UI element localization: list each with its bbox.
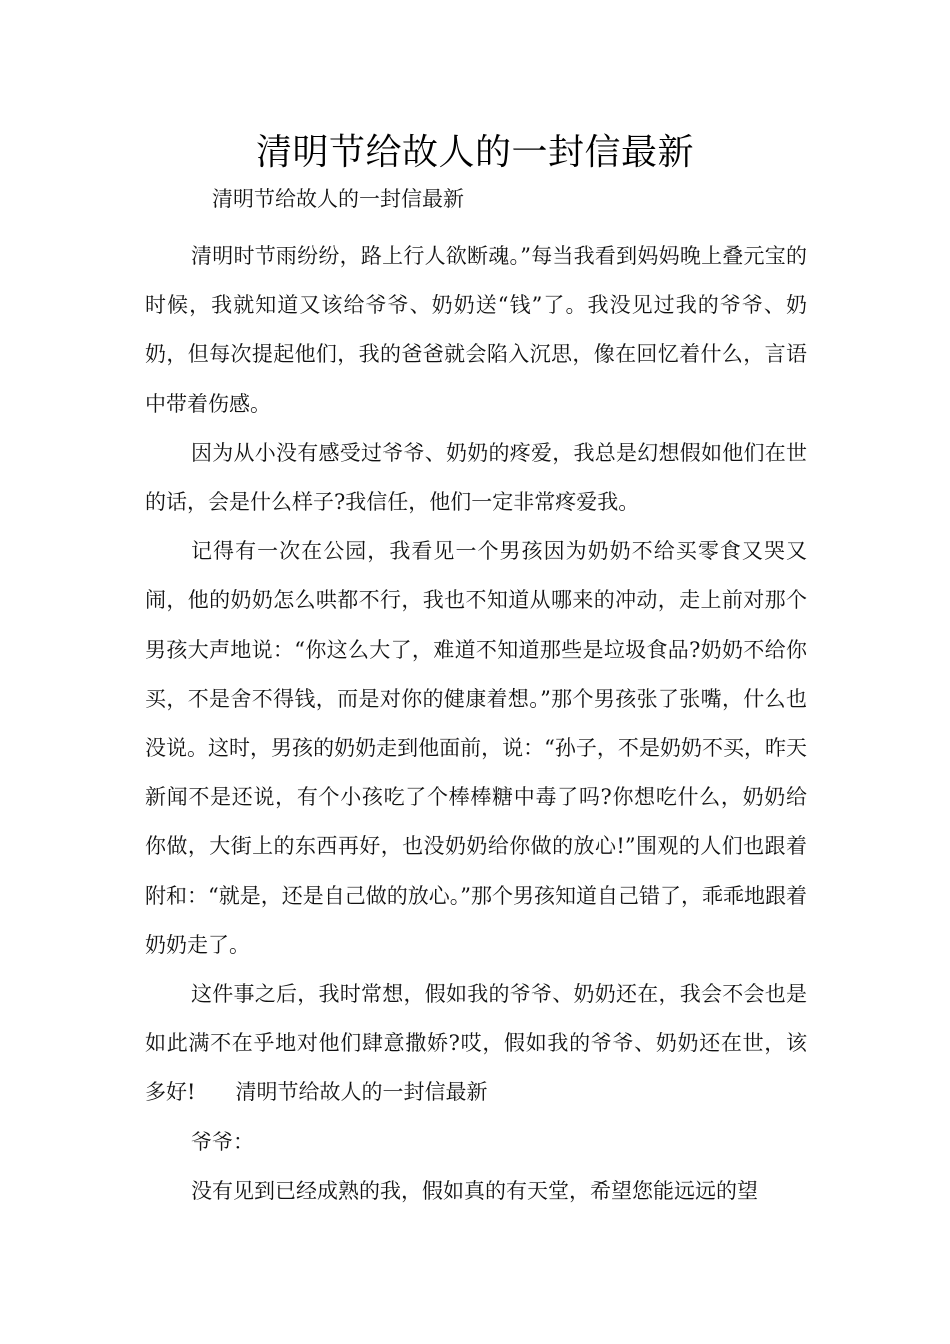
paragraph-2: 因为从小没有感受过爷爷、奶奶的疼爱，我总是幻想假如他们在世的话，会是什么样子?我信任，他们一定非常疼爱我。 <box>145 440 807 515</box>
document-title: 清明节给故人的一封信最新 <box>255 132 694 173</box>
salutation: 爷爷： <box>191 1129 254 1154</box>
paragraph-4-text: 这件事之后，我时常想，假如我的爷爷、奶奶还在，我会不会也是如此满不在乎地对他们肆意撒娇?哎，假如我的爷爷、奶奶还在世，该多好! <box>145 982 807 1105</box>
paragraph-4 <box>145 970 807 1118</box>
inline-heading: 清明节给故人的一封信最新 <box>235 1080 488 1105</box>
document-subtitle: 清明节给故人的一封信最新 <box>212 187 464 211</box>
paragraph-1: 清明时节雨纷纷，路上行人欲断魂。”每当我看到妈妈晚上叠元宝的时候，我就知道又该给爷爷、奶奶送“钱”了。我没见过我的爷爷、奶奶，但每次提起他们，我的爸爸就会陷入沉思，像在回忆着什么，言语中带着伤感。 <box>145 244 807 416</box>
paragraph-last: 没有见到已经成熟的我，假如真的有天堂，希望您能远远的望 <box>191 1178 758 1203</box>
paragraph-3: 记得有一次在公园，我看见一个男孩因为奶奶不给买零食又哭又闹，他的奶奶怎么哄都不行，我也不知道从哪来的冲动，走上前对那个男孩大声地说：“你这么大了，难道不知道那些是垃圾食品?奶奶不给你买，不是舍不得钱，而是对你的健康着想。”那个男孩张了张嘴，什么也没说。这时，男孩的奶奶走到他面前，说：“孙子，不是奶奶不买，昨天新闻不是还说，有个小孩吃了个棒棒糖中毒了吗?你想吃什么，奶奶给你做，大街上的东西再好，也没奶奶给你做的放心!”围观的人们也跟着附和：“就是，还是自己做的放心。”那个男孩知道自己错了，乖乖地跟着奶奶走了。 <box>145 539 807 957</box>
document-body <box>145 232 807 1216</box>
